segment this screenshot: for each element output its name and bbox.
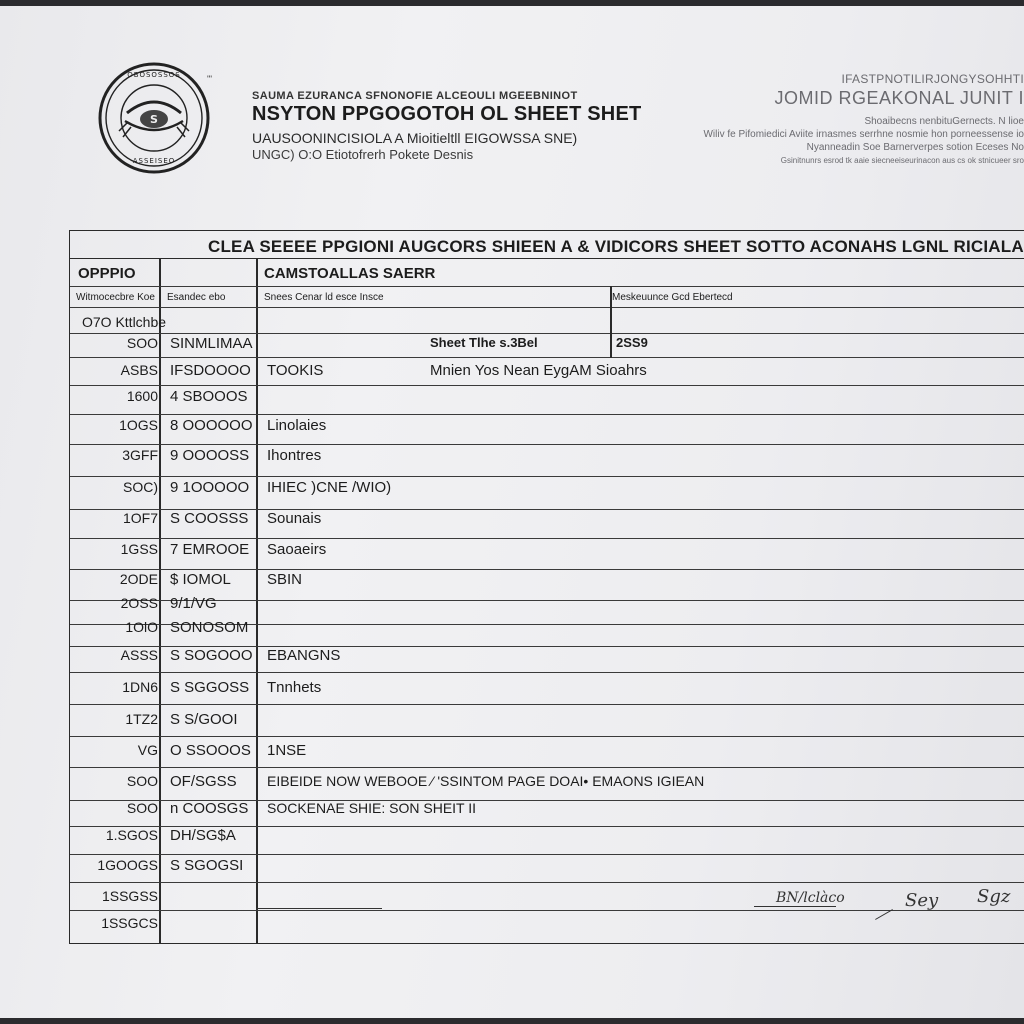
document-sheet [0, 6, 1024, 1018]
sub-header-4: Meskeuunce Gcd Ebertecd [612, 292, 733, 303]
row-divider [70, 767, 1024, 768]
agency-header [694, 72, 1024, 165]
table-cell-description: Saoaeirs [267, 541, 327, 558]
table-cell-code: 1OlO [125, 619, 158, 635]
sub-header-3: Snees Cenar ld esce Insce [264, 292, 384, 303]
row-divider [70, 672, 1024, 673]
table-cell-code: 1GSS [120, 541, 158, 557]
row-divider [70, 307, 1024, 308]
table-cell-amount: S SGGOSS [170, 679, 250, 696]
row-divider [70, 414, 1024, 415]
row-divider [70, 385, 1024, 386]
table-cell-amount: S S/GOOI [170, 711, 238, 728]
row-divider [70, 569, 1024, 570]
table-cell-amount: 4 SBOOOS [170, 388, 248, 405]
table-cell-code: 2OSS [120, 595, 158, 611]
table-cell-description: IHIEC )CNE /WIO) [267, 479, 392, 496]
document-title-block [252, 90, 672, 162]
table-title: CLEA SEEEE PPGIONI AUGCORS SHIEEN A & VIDICORS SHEET SOTTO ACONAHS LGNL RICIALA [69, 230, 1024, 258]
table-cell-code: VG [137, 742, 158, 758]
table-cell-amount: n COOSGS [170, 800, 249, 817]
table-cell-amount: $ IOMOL [170, 571, 231, 588]
table-cell-amount: 9 1OOOOO [170, 479, 250, 496]
table-cell-amount: SINMLIMAA [170, 335, 253, 352]
table-cell-amount: DH/SG$A [170, 827, 236, 844]
agency-line-1: IFASTPNOTILIRJONGYSOHHTI [841, 72, 1024, 86]
table-cell-code: 1GOOGS [97, 857, 158, 873]
svg-text:ASSEISEO: ASSEISEO [132, 157, 176, 165]
sub-header-2: Esandec ebo [167, 292, 226, 303]
table-cell-description: TOOKIS [267, 362, 324, 379]
table-grid [69, 258, 1024, 944]
table-cell-code: 1SSGCS [101, 915, 158, 931]
table-cell-code: SOO [126, 335, 158, 351]
document-title: NSYTON PPGOGOTOH OL SHEET SHET [252, 103, 642, 125]
table-cell-code: ASBS [120, 362, 158, 378]
table-cell-code: SOO [126, 773, 158, 789]
agency-line-6: Gsinitnunrs esrod tk aaie siecneeiseurinacon aus cs ok stnicueer sro [780, 156, 1024, 165]
table-cell-description: Ihontres [267, 447, 322, 464]
table-cell-description: Sounais [267, 510, 322, 527]
signature-2: Sey [905, 890, 939, 911]
table-cell-amount: 7 EMROOE [170, 541, 250, 558]
table-cell-description: Tnnhets [267, 679, 322, 696]
agency-line-3: Shoaibecns nenbituGernects. N lioe [864, 116, 1024, 127]
row-divider [70, 476, 1024, 477]
table-cell-code: 1DN6 [122, 679, 158, 695]
table-cell-amount: S SGOGSI [170, 857, 244, 874]
table-cell-amount: IFSDOOOO [170, 362, 251, 379]
table-cell-amount: SONOSOM [170, 619, 249, 636]
header-mark: '" [207, 74, 212, 84]
row-divider [70, 736, 1024, 737]
title-line-4: UNGC) O:O Etiotofrerh Pokete Desnis [252, 147, 474, 162]
sub-header-1: Witmocecbre Koe [76, 292, 155, 303]
table-cell-description: Linolaies [267, 417, 327, 434]
title-line-1: SAUMA EZURANCA SFNONOFIE ALCEOULI MGEEBNINOT [252, 90, 578, 102]
agency-line-4: Wiliv fe Pifomiedici Aviite irnasmes serrhne nosmie hon porneessense io [703, 129, 1024, 140]
agency-name: JOMID RGEAKONAL JUNIT I [774, 88, 1024, 108]
table-cell-code: 1TZ2 [125, 711, 158, 727]
table-cell-amount: 8 OOOOOO [170, 417, 253, 434]
row-divider [70, 357, 1024, 358]
row-label: O7O Kttlchbe [82, 314, 167, 330]
table-cell-amount: S COOSSS [170, 510, 249, 527]
row-divider [70, 538, 1024, 539]
table-cell-sheet-title: Sheet Tlhe s.3Bel [430, 335, 538, 350]
svg-text:OBOSOSSOS: OBOSOSSOS [127, 71, 181, 79]
table-cell-description: SOCKENAE SHIE: SON SHEIT II [267, 800, 477, 816]
signature-1: BN/lclàco [776, 890, 845, 906]
signature-line [256, 908, 382, 909]
table-cell-code: 3GFF [122, 447, 158, 463]
table-cell-amount: O SSOOOS [170, 742, 251, 759]
row-divider [70, 444, 1024, 445]
column-header-code: OPPPIO [78, 265, 136, 282]
table-cell-note: Mnien Yos Nean EygAM Sioahrs [430, 362, 647, 379]
column-header-description: CAMSTOALLAS SAERR [264, 265, 436, 282]
table-cell-amount: 9/1/VG [170, 595, 217, 612]
table-cell-description: 1NSE [267, 742, 307, 759]
table-cell-description: EBANGNS [267, 647, 341, 664]
svg-text:S: S [150, 113, 158, 126]
row-divider [70, 333, 1024, 334]
table-cell-code: 2ODE [119, 571, 158, 587]
table-cell-description: SBIN [267, 571, 303, 588]
table-cell-code: SOO [126, 800, 158, 816]
signature-3: Sgz [977, 886, 1011, 907]
table-cell-code: 1600 [126, 388, 158, 404]
signature-line [754, 906, 836, 907]
row-divider [70, 910, 1024, 911]
table-cell-code: 1OGS [119, 417, 158, 433]
agency-seal-icon [97, 61, 211, 175]
title-line-3: UAUSOONINCISIOLA A Mioitieltll EIGOWSSA SNE) [252, 130, 578, 146]
table-cell-code: ASSS [120, 647, 158, 663]
row-divider [70, 286, 1024, 287]
table-cell-amount: OF/SGSS [170, 773, 237, 790]
table-cell-amount: 9 OOOOSS [170, 447, 250, 464]
table-cell-code: SOC) [123, 479, 158, 495]
row-divider [70, 882, 1024, 883]
table-cell-code: 1SSGSS [101, 888, 158, 904]
agency-line-5: Nyanneadin Soe Barnerverpes sotion Eceses No [806, 142, 1024, 153]
row-divider [70, 854, 1024, 855]
row-divider [70, 704, 1024, 705]
table-cell-number: 2SS9 [616, 335, 648, 350]
table-cell-code: 1.SGOS [105, 827, 158, 843]
column-divider [610, 286, 612, 358]
table-cell-code: 1OF7 [122, 510, 158, 526]
table-cell-amount: S SOGOOO [170, 647, 253, 664]
table-cell-description: EIBEIDE NOW WEBOOE ⁄ 'SSINTOM PAGE DOAI• EMAONS IGIEAN [267, 773, 705, 789]
record-table [69, 230, 1024, 944]
